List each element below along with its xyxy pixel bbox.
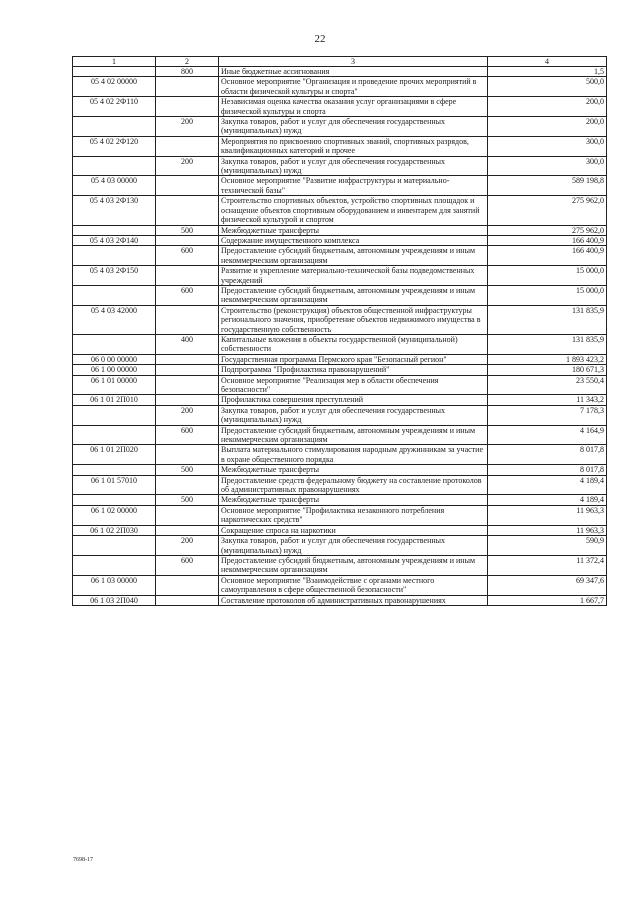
row-expense-type <box>156 196 219 225</box>
row-name: Закупка товаров, работ и услуг для обеспечения государственных (муниципальных) нужд <box>219 536 488 556</box>
row-amount: 69 347,6 <box>488 575 607 595</box>
row-amount: 15 000,0 <box>488 266 607 286</box>
table-row <box>73 285 607 305</box>
row-expense-type <box>156 525 219 535</box>
row-expense-type: 600 <box>156 425 219 445</box>
row-expense-type <box>156 595 219 605</box>
table-row <box>73 555 607 575</box>
table-row <box>73 156 607 176</box>
row-expense-type <box>156 395 219 405</box>
row-amount: 589 198,8 <box>488 176 607 196</box>
row-code <box>73 117 156 137</box>
row-expense-type: 800 <box>156 67 219 77</box>
row-amount: 23 550,4 <box>488 375 607 395</box>
row-expense-type: 600 <box>156 246 219 266</box>
row-code <box>73 225 156 235</box>
row-code <box>73 465 156 475</box>
row-name: Предоставление средств федеральному бюджету на составление протоколов об административных правонарушениях <box>219 475 488 495</box>
row-amount: 1 893 423,2 <box>488 354 607 364</box>
row-amount: 500,0 <box>488 77 607 97</box>
table-row <box>73 136 607 156</box>
row-amount: 4 164,9 <box>488 425 607 445</box>
row-amount: 7 178,3 <box>488 405 607 425</box>
table-header-row <box>73 57 607 67</box>
row-expense-type: 600 <box>156 285 219 305</box>
row-name: Иные бюджетные ассигнования <box>219 67 488 77</box>
row-code <box>73 246 156 266</box>
table-row <box>73 445 607 465</box>
row-amount: 200,0 <box>488 117 607 137</box>
row-amount: 11 372,4 <box>488 555 607 575</box>
row-amount: 11 963,3 <box>488 525 607 535</box>
table-row <box>73 246 607 266</box>
row-expense-type: 500 <box>156 465 219 475</box>
row-name: Развитие и укрепление материально-технической базы подведомственных учреждений <box>219 266 488 286</box>
row-amount: 131 835,9 <box>488 334 607 354</box>
row-name: Предоставление субсидий бюджетным, автономным учреждениям и иным некоммерческим организациям <box>219 285 488 305</box>
table-row <box>73 536 607 556</box>
row-code <box>73 334 156 354</box>
row-expense-type: 500 <box>156 225 219 235</box>
page-number: 22 <box>314 33 326 45</box>
row-amount: 4 189,4 <box>488 475 607 495</box>
row-name: Закупка товаров, работ и услуг для обеспечения государственных (муниципальных) нужд <box>219 156 488 176</box>
table-row <box>73 465 607 475</box>
row-expense-type: 200 <box>156 117 219 137</box>
header-col-1: 1 <box>73 57 156 67</box>
table-row <box>73 495 607 505</box>
table-row <box>73 97 607 117</box>
row-amount: 275 962,0 <box>488 225 607 235</box>
row-code: 05 4 03 2Ф150 <box>73 266 156 286</box>
row-expense-type <box>156 475 219 495</box>
row-code <box>73 495 156 505</box>
table-row <box>73 305 607 334</box>
table-row <box>73 266 607 286</box>
table-row <box>73 334 607 354</box>
table-row <box>73 67 607 77</box>
row-name: Профилактика совершения преступлений <box>219 395 488 405</box>
row-amount: 275 962,0 <box>488 196 607 225</box>
row-amount: 8 017,8 <box>488 445 607 465</box>
row-expense-type <box>156 266 219 286</box>
row-code: 05 4 02 2Ф120 <box>73 136 156 156</box>
row-name: Межбюджетные трансферты <box>219 495 488 505</box>
row-code: 06 1 03 2П040 <box>73 595 156 605</box>
table-row <box>73 575 607 595</box>
row-amount: 590,9 <box>488 536 607 556</box>
row-amount: 131 835,9 <box>488 305 607 334</box>
row-amount: 1 667,7 <box>488 595 607 605</box>
row-name: Предоставление субсидий бюджетным, автономным учреждениям и иным некоммерческим организациям <box>219 246 488 266</box>
row-name: Основное мероприятие "Профилактика незаконного потребления наркотических средств" <box>219 505 488 525</box>
table-row <box>73 365 607 375</box>
row-code: 06 1 01 2П010 <box>73 395 156 405</box>
row-name: Закупка товаров, работ и услуг для обеспечения государственных (муниципальных) нужд <box>219 117 488 137</box>
row-name: Основное мероприятие "Организация и проведение прочих мероприятий в области физической культуры и спорта" <box>219 77 488 97</box>
table-row <box>73 395 607 405</box>
table-row <box>73 425 607 445</box>
row-code: 05 4 02 2Ф110 <box>73 97 156 117</box>
table-row <box>73 525 607 535</box>
row-expense-type <box>156 176 219 196</box>
row-expense-type <box>156 354 219 364</box>
table-row <box>73 354 607 364</box>
table-body <box>73 67 607 606</box>
row-name: Капитальные вложения в объекты государственной (муниципальной) собственности <box>219 334 488 354</box>
table-row <box>73 176 607 196</box>
row-code <box>73 555 156 575</box>
row-code: 06 1 02 00000 <box>73 505 156 525</box>
row-amount: 200,0 <box>488 97 607 117</box>
table-row <box>73 77 607 97</box>
row-amount: 11 963,3 <box>488 505 607 525</box>
row-name: Мероприятия по присвоению спортивных званий, спортивных разрядов, квалификационных категорий и прочее <box>219 136 488 156</box>
table-row <box>73 196 607 225</box>
row-expense-type <box>156 77 219 97</box>
row-amount: 1,5 <box>488 67 607 77</box>
table-row <box>73 405 607 425</box>
row-code <box>73 536 156 556</box>
row-name: Подпрограмма "Профилактика правонарушений" <box>219 365 488 375</box>
row-amount: 166 400,9 <box>488 246 607 266</box>
row-expense-type <box>156 375 219 395</box>
row-name: Государственная программа Пермского края "Безопасный регион" <box>219 354 488 364</box>
table-row <box>73 505 607 525</box>
row-expense-type <box>156 97 219 117</box>
header-col-2: 2 <box>156 57 219 67</box>
table-row <box>73 595 607 605</box>
row-expense-type <box>156 305 219 334</box>
row-name: Предоставление субсидий бюджетным, автономным учреждениям и иным некоммерческим организациям <box>219 425 488 445</box>
row-code <box>73 156 156 176</box>
row-amount: 11 343,2 <box>488 395 607 405</box>
row-expense-type <box>156 136 219 156</box>
row-name: Межбюджетные трансферты <box>219 465 488 475</box>
row-expense-type <box>156 445 219 465</box>
row-code: 05 4 03 2Ф140 <box>73 235 156 245</box>
row-code <box>73 405 156 425</box>
table-row <box>73 117 607 137</box>
row-expense-type: 200 <box>156 405 219 425</box>
row-amount: 166 400,9 <box>488 235 607 245</box>
table-row <box>73 235 607 245</box>
row-name: Межбюджетные трансферты <box>219 225 488 235</box>
row-code <box>73 285 156 305</box>
row-amount: 4 189,4 <box>488 495 607 505</box>
row-name: Основное мероприятие "Развитие инфраструктуры и материально-технической базы" <box>219 176 488 196</box>
footer-code: 7698-17 <box>73 857 93 863</box>
row-expense-type: 400 <box>156 334 219 354</box>
row-code: 06 1 02 2П030 <box>73 525 156 535</box>
header-col-4: 4 <box>488 57 607 67</box>
row-name: Основное мероприятие "Взаимодействие с органами местного самоуправления в сфере общественной безопасности" <box>219 575 488 595</box>
row-code: 06 1 01 57010 <box>73 475 156 495</box>
row-amount: 180 671,3 <box>488 365 607 375</box>
row-name: Выплата материального стимулирования народным дружинникам за участие в охране общественного порядка <box>219 445 488 465</box>
row-code: 05 4 03 00000 <box>73 176 156 196</box>
row-code: 05 4 02 00000 <box>73 77 156 97</box>
row-expense-type: 200 <box>156 156 219 176</box>
row-code: 05 4 03 42000 <box>73 305 156 334</box>
row-expense-type <box>156 505 219 525</box>
row-amount: 300,0 <box>488 156 607 176</box>
row-name: Строительство спортивных объектов, устройство спортивных площадок и оснащение объектов спортивным оборудованием и инвентарем для занятий физической культурой и спортом <box>219 196 488 225</box>
row-name: Основное мероприятие "Реализация мер в области обеспечения безопасности" <box>219 375 488 395</box>
row-code: 06 1 00 00000 <box>73 365 156 375</box>
row-amount: 8 017,8 <box>488 465 607 475</box>
row-name: Независимая оценка качества оказания услуг организациями в сфере физической культуры и спорта <box>219 97 488 117</box>
row-code: 06 1 01 00000 <box>73 375 156 395</box>
row-code: 06 1 01 2П020 <box>73 445 156 465</box>
header-col-3: 3 <box>219 57 488 67</box>
row-expense-type <box>156 235 219 245</box>
row-expense-type: 500 <box>156 495 219 505</box>
row-code: 05 4 03 2Ф130 <box>73 196 156 225</box>
row-name: Строительство (реконструкция) объектов общественной инфраструктуры регионального значения, приобретение объектов недвижимого имущества в государственную собственность <box>219 305 488 334</box>
row-expense-type <box>156 575 219 595</box>
budget-table <box>72 56 607 606</box>
row-name: Составление протоколов об административных правонарушениях <box>219 595 488 605</box>
row-expense-type <box>156 365 219 375</box>
table-row <box>73 375 607 395</box>
row-code: 06 0 00 00000 <box>73 354 156 364</box>
row-name: Сокращение спроса на наркотики <box>219 525 488 535</box>
row-code <box>73 67 156 77</box>
row-name: Закупка товаров, работ и услуг для обеспечения государственных (муниципальных) нужд <box>219 405 488 425</box>
row-expense-type: 600 <box>156 555 219 575</box>
row-amount: 300,0 <box>488 136 607 156</box>
row-expense-type: 200 <box>156 536 219 556</box>
row-name: Предоставление субсидий бюджетным, автономным учреждениям и иным некоммерческим организациям <box>219 555 488 575</box>
table-row <box>73 225 607 235</box>
table-row <box>73 475 607 495</box>
row-code <box>73 425 156 445</box>
row-name: Содержание имущественного комплекса <box>219 235 488 245</box>
row-amount: 15 000,0 <box>488 285 607 305</box>
row-code: 06 1 03 00000 <box>73 575 156 595</box>
